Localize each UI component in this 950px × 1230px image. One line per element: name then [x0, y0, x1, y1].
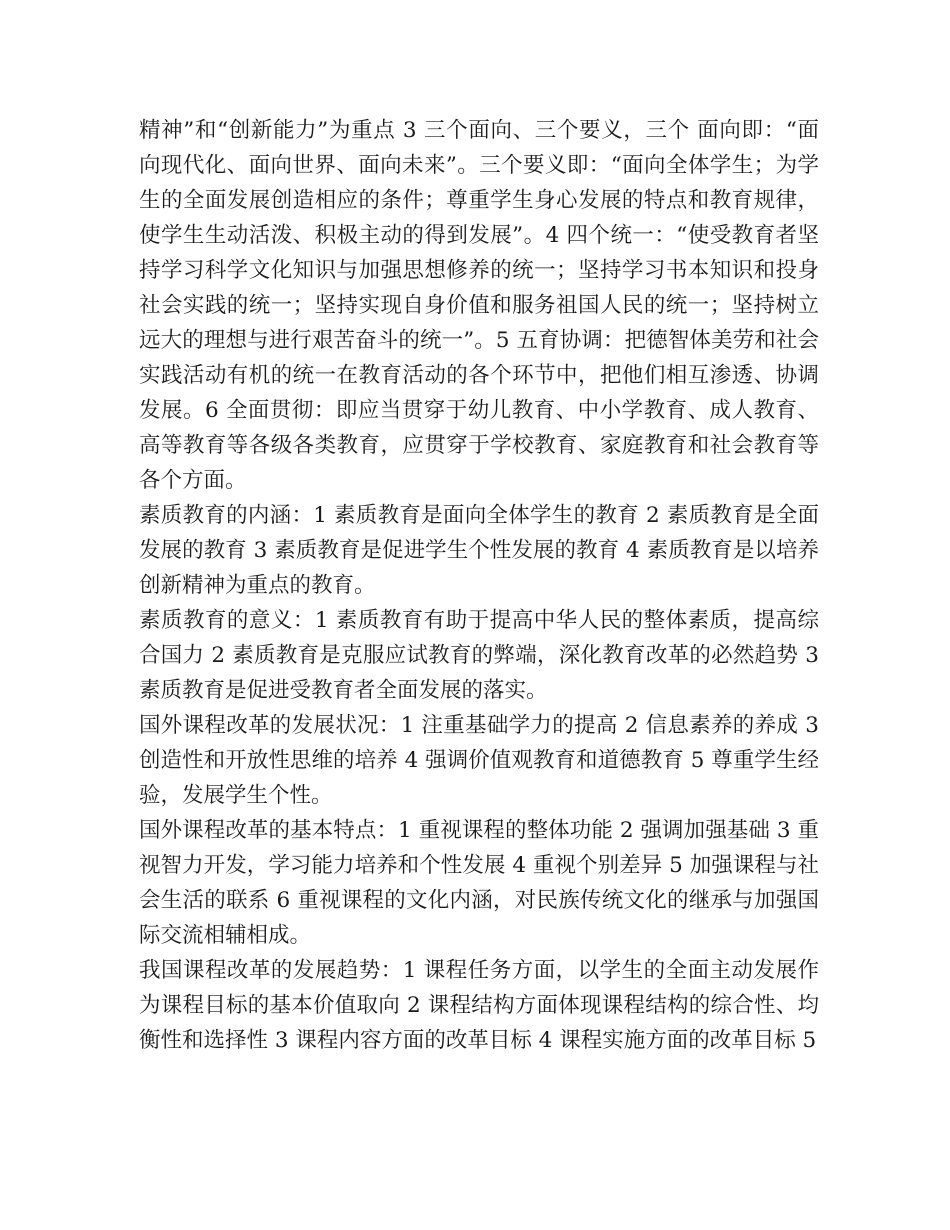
- paragraph-foreign-curriculum-features: 国外课程改革的基本特点：1 重视课程的整体功能 2 强调加强基础 3 重视智力开发，学习能力培养和个性发展 4 重视个别差异 5 加强课程与社会生活的联系 6 重视课程的文化内涵，对民族传统文化的继承与加强国际交流相辅相成。: [139, 818, 819, 948]
- document-body: [139, 113, 819, 1058]
- paragraph-foreign-curriculum-status: 国外课程改革的发展状况：1 注重基础学力的提高 2 信息素养的养成 3 创造性和开放性思维的培养 4 强调价值观教育和道德教育 5 尊重学生经验，发展学生个性。: [139, 713, 819, 808]
- paragraph-quality-education-principles: 精神”和“创新能力”为重点 3 三个面向、三个要义，三个 面向即：“面向现代化、面向世界、面向未来”。三个要义即：“面向全体学生；为学生的全面发展创造相应的条件；尊重学生身心发展的特点和教育规律，使学生生动活泼、积极主动的得到发展”。4 四个统一：“使受教育者坚持学习科学文化知识与加强思想修养的统一；坚持学习书本知识和投身社会实践的统一；坚持实现自身价值和服务祖国人民的统一；坚持树立远大的理想与进行艰苦奋斗的统一”。5 五育协调：把德智体美劳和社会实践活动有机的统一在教育活动的各个环节中，把他们相互渗透、协调发展。6 全面贯彻：即应当贯穿于幼儿教育、中小学教育、成人教育、高等教育等各级各类教育，应贯穿于学校教育、家庭教育和社会教育等各个方面。: [139, 118, 819, 493]
- paragraph-quality-education-significance: 素质教育的意义：1 素质教育有助于提高中华人民的整体素质，提高综合国力 2 素质教育是克服应试教育的弊端，深化教育改革的必然趋势 3 素质教育是促进受教育者全面发展的落实。: [139, 608, 819, 703]
- paragraph-quality-education-connotation: 素质教育的内涵：1 素质教育是面向全体学生的教育 2 素质教育是全面发展的教育 3 素质教育是促进学生个性发展的教育 4 素质教育是以培养创新精神为重点的教育。: [139, 503, 819, 598]
- paragraph-domestic-curriculum-trends: 我国课程改革的发展趋势：1 课程任务方面，以学生的全面主动发展作为课程目标的基本价值取向 2 课程结构方面体现课程结构的综合性、均衡性和选择性 3 课程内容方面的改革目标 4 课程实施方面的改革目标 5: [139, 958, 819, 1053]
